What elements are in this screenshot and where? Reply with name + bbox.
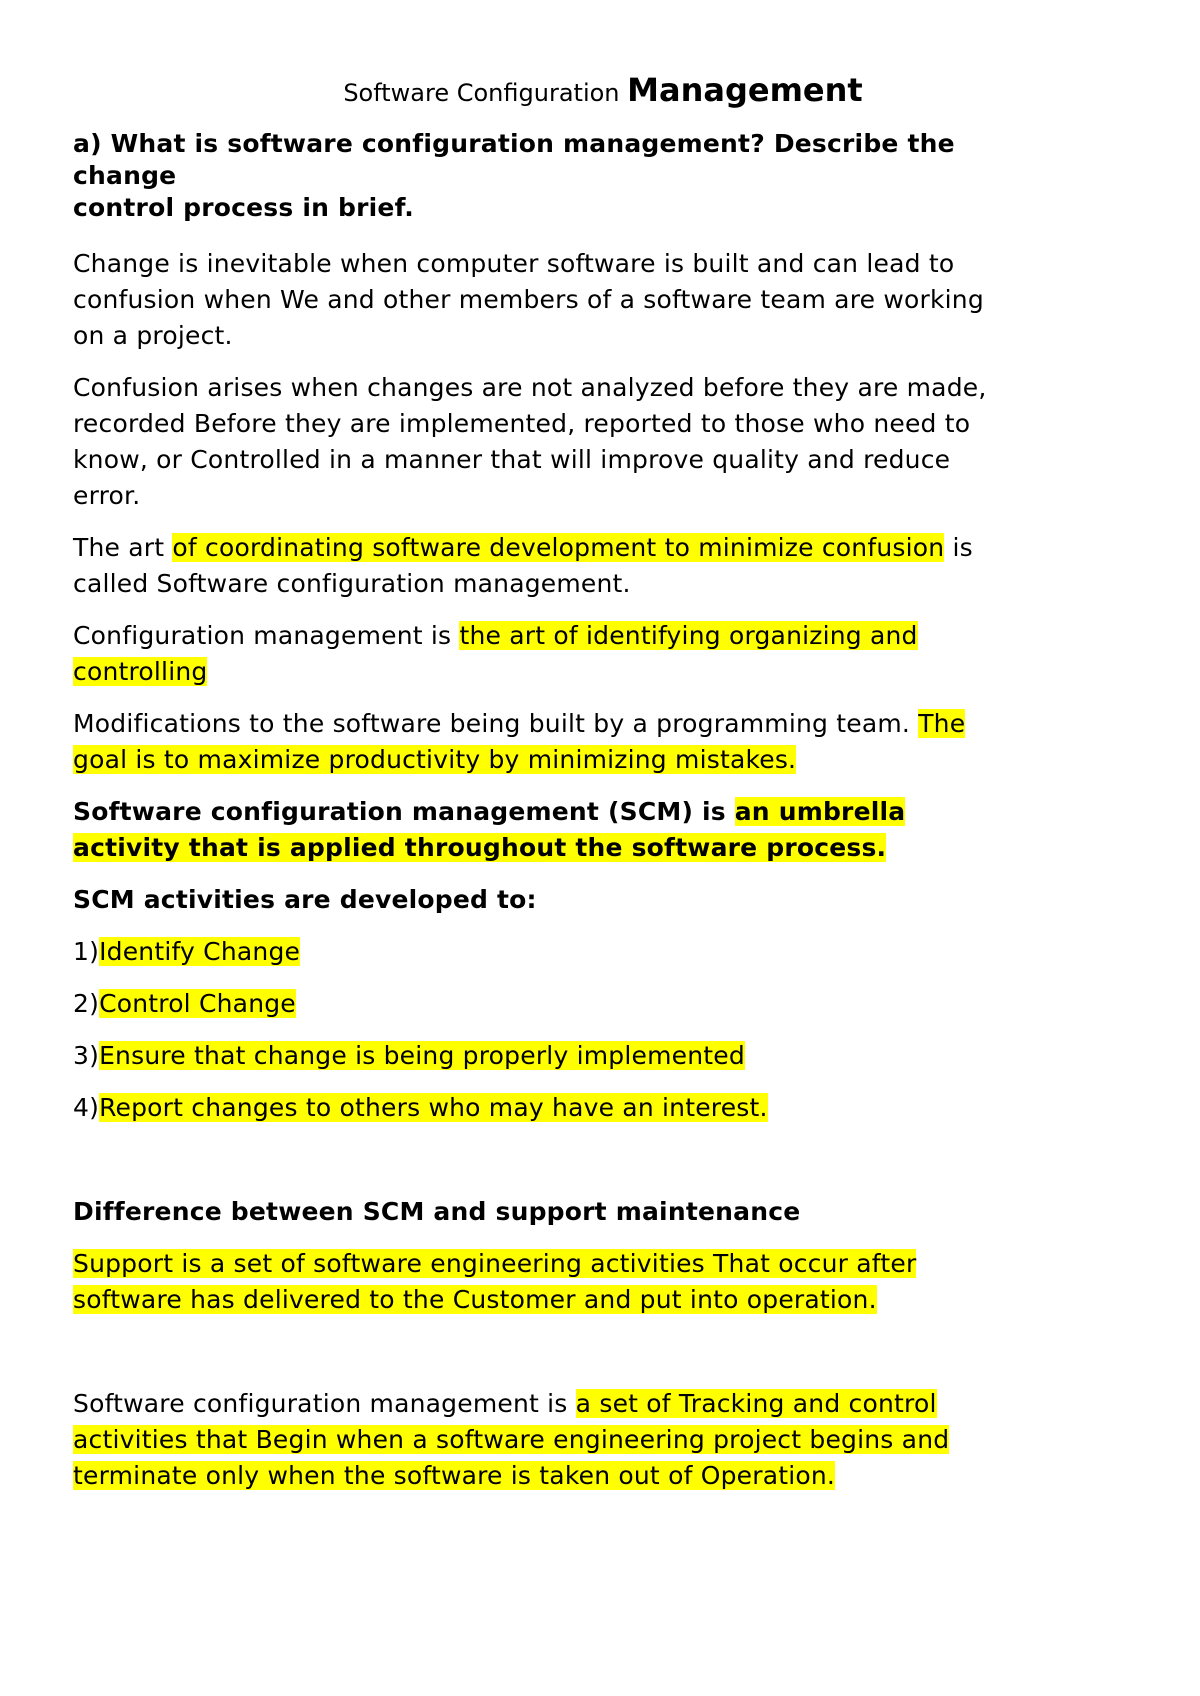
paragraph-line: on a project.: [73, 321, 233, 350]
list-number: 3): [73, 1041, 100, 1070]
highlighted-text: activity that is applied throughout the software process.: [73, 833, 887, 862]
title-part-2: Management: [627, 71, 863, 109]
title-part-1: Software Configuration: [343, 79, 628, 107]
highlighted-text: goal is to maximize productivity by minimizing mistakes.: [73, 745, 797, 774]
paragraph-support: [73, 1246, 1133, 1318]
scm-activities-heading: SCM activities are developed to:: [73, 885, 537, 914]
highlighted-text: Support is a set of software engineering activities That occur after: [73, 1249, 917, 1278]
paragraph-line: confusion when We and other members of a software team are working: [73, 285, 984, 314]
document-title: [73, 70, 1133, 112]
paragraph-configuration-management: [73, 618, 1133, 690]
highlighted-text: The: [918, 709, 966, 738]
highlighted-text: an umbrella: [734, 797, 906, 826]
list-number: 4): [73, 1093, 100, 1122]
highlighted-text: Ensure that change is being properly implemented: [99, 1041, 745, 1070]
text-run: The art: [73, 533, 173, 562]
highlighted-text: activities that Begin when a software engineering project begins and: [73, 1425, 950, 1454]
paragraph-line: know, or Controlled in a manner that will improve quality and reduce: [73, 445, 951, 474]
text-run: is: [944, 533, 973, 562]
highlighted-text: Identify Change: [99, 937, 301, 966]
paragraph-line: recorded Before they are implemented, reported to those who need to: [73, 409, 971, 438]
paragraph-scm-umbrella: [73, 794, 1133, 866]
question-heading: [73, 128, 1133, 224]
highlighted-text: terminate only when the software is taken out of Operation.: [73, 1461, 836, 1490]
highlighted-text: software has delivered to the Customer and put into operation.: [73, 1285, 877, 1314]
paragraph-art-of-coordinating: [73, 530, 1133, 602]
text-run: Configuration management is: [73, 621, 460, 650]
highlighted-text: controlling: [73, 657, 208, 686]
highlighted-text: Report changes to others who may have an interest.: [99, 1093, 768, 1122]
question-line-2: change: [73, 161, 177, 190]
difference-heading: Difference between SCM and support maintenance: [73, 1197, 801, 1226]
paragraph-confusion: [73, 370, 1133, 514]
paragraph-line: error.: [73, 481, 141, 510]
paragraph-line: Change is inevitable when computer software is built and can lead to: [73, 249, 955, 278]
paragraph-line: Confusion arises when changes are not analyzed before they are made,: [73, 373, 987, 402]
paragraph-change-inevitable: [73, 246, 1133, 354]
text-run: Software configuration management is: [73, 1389, 576, 1418]
question-line-1: a) What is software configuration management? Describe the: [73, 129, 955, 158]
highlighted-text: a set of Tracking and control: [575, 1389, 937, 1418]
activity-list-item: [73, 986, 1133, 1022]
paragraph-line: called Software configuration management.: [73, 569, 631, 598]
paragraph-modifications: [73, 706, 1133, 778]
text-run: Software configuration management (SCM) is: [73, 797, 735, 826]
highlighted-text: Control Change: [99, 989, 296, 1018]
list-number: 1): [73, 937, 100, 966]
activity-list-item: [73, 934, 1133, 970]
list-number: 2): [73, 989, 100, 1018]
paragraph-scm-definition: [73, 1386, 1133, 1494]
activity-list-item: [73, 1090, 1133, 1126]
activity-list-item: [73, 1038, 1133, 1074]
highlighted-text: the art of identifying organizing and: [459, 621, 918, 650]
question-line-3: control process in brief.: [73, 193, 414, 222]
text-run: Modifications to the software being built by a programming team.: [73, 709, 919, 738]
highlighted-text: of coordinating software development to minimize confusion: [172, 533, 945, 562]
